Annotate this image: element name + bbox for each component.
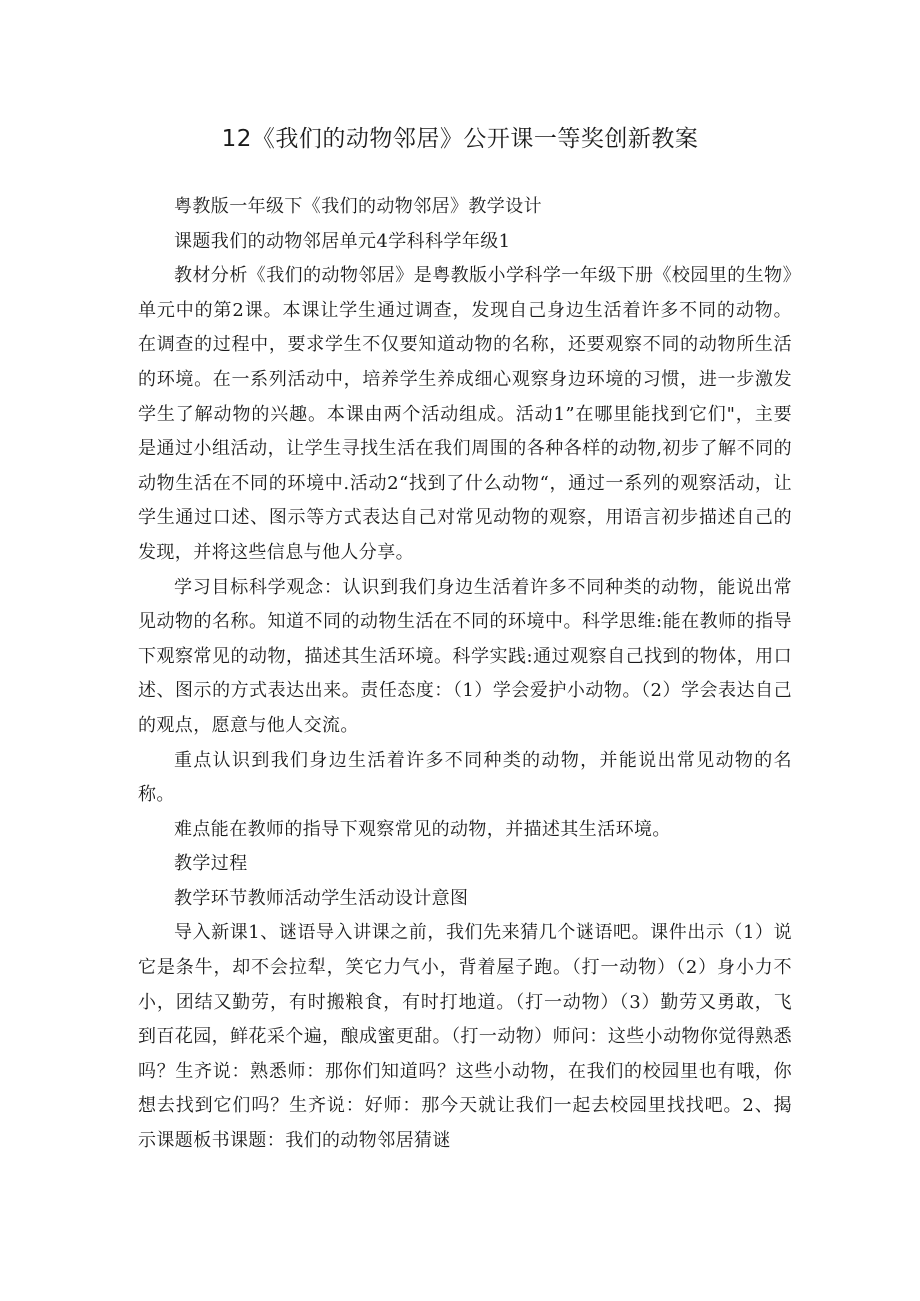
paragraph-lesson-info: 课题我们的动物邻居单元4学科科学年级1 (174, 230, 511, 252)
paragraph-learning-objectives: 学习目标科学观念：认识到我们身边生活着许多不同种类的动物，能说出常见动物的名称。知道不同的动物生活在不同的环境中。科学思维:能在教师的指导下观察常见的动物，描述其生活环境。科学实践:通过观察自己找到的物体，用口述、图示的方式表达出来。责任态度：（1）学会爱护小动物。（2）学会表达自己的观点，愿意与他人交流。 (138, 576, 792, 736)
paragraph-key-points: 重点认识到我们身边生活着许多不同种类的动物，并能说出常见动物的名称。 (138, 749, 792, 806)
paragraph-material-analysis: 教材分析《我们的动物邻居》是粤教版小学科学一年级下册《校园里的生物》单元中的第2课。本课让学生通过调查，发现自己身边生活着许多不同的动物。在调查的过程中，要求学生不仅要知道动物的名称，还要观察不同的动物所生活的环境。在一系列活动中，培养学生养成细心观察身边环境的习惯，进一步激发学生了解动物的兴趣。本课由两个活动组成。活动1”在哪里能找到它们"，主要是通过小组活动，让学生寻找生活在我们周围的各种各样的动物,初步了解不同的动物生活在不同的环境中.活动2“找到了什么动物“，通过一系列的观察活动，让学生通过口述、图示等方式表达自己对常见动物的观察，用语言初步描述自己的发现，并将这些信息与他人分享。 (138, 265, 792, 563)
document-body (138, 190, 792, 1159)
paragraph-difficulties: 难点能在教师的指导下观察常见的动物，并描述其生活环境。 (174, 818, 671, 840)
paragraph-table-header: 教学环节教师活动学生活动设计意图 (174, 887, 469, 909)
paragraph-introduction: 导入新课1、谜语导入讲课之前，我们先来猜几个谜语吧。课件出示（1）说它是条牛，却不会拉犁，笑它力气小，背着屋子跑。（打一动物）（2）身小力不小，团结又勤劳，有时搬粮食，有时打地道。（打一动物）（3）勤劳又勇敢，飞到百花园，鲜花采个遍，酿成蜜更甜。（打一动物）师问：这些小动物你觉得熟悉吗？生齐说：熟悉师：那你们知道吗？这些小动物，在我们的校园里也有哦，你想去找到它们吗？生齐说：好师：那今天就让我们一起去校园里找找吧。2、揭示课题板书课题：我们的动物邻居猜谜 (138, 922, 792, 1152)
paragraph-edition-heading: 粤教版一年级下《我们的动物邻居》教学设计 (174, 196, 542, 217)
paragraph-teaching-process: 教学过程 (174, 853, 248, 875)
document-title: 12《我们的动物邻居》公开课一等奖创新教案 (221, 126, 699, 152)
